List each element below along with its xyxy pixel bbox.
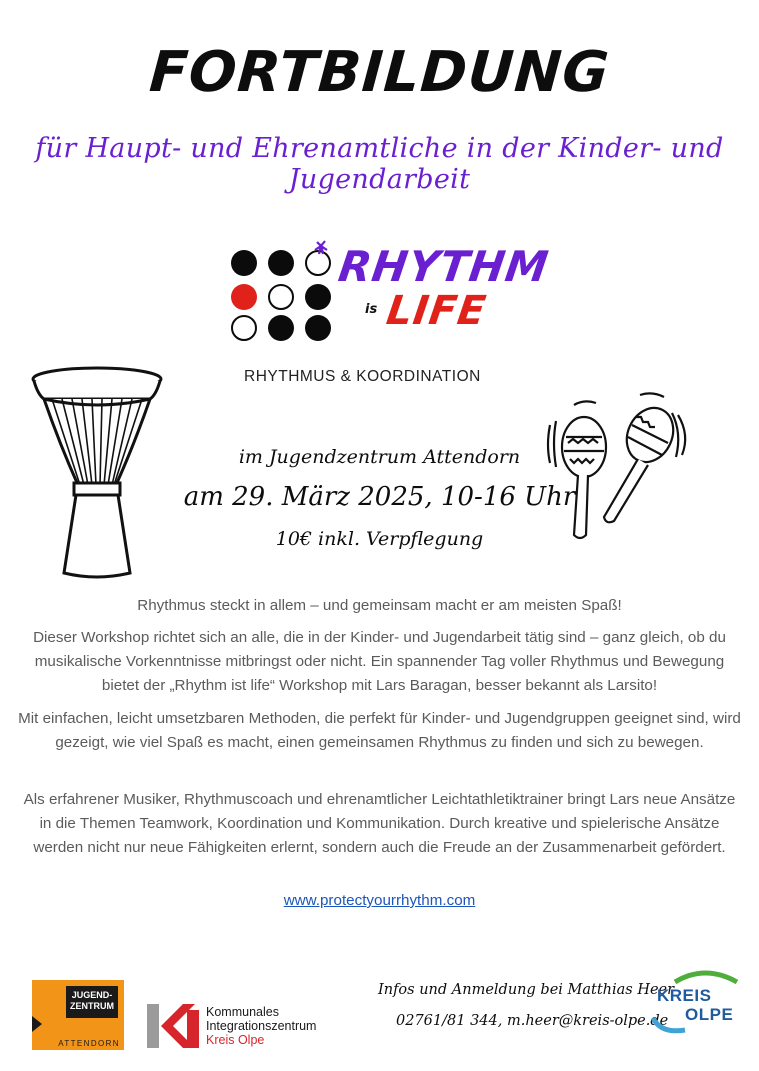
kreis-olpe-logo: [645, 968, 749, 1034]
page-title: FORTBILDUNG: [147, 40, 612, 105]
kreis-olpe-line1: KREIS: [657, 986, 712, 1005]
logo-word-life: LIFE: [383, 288, 490, 334]
jugendzentrum-logo: [32, 980, 124, 1050]
logo-word-rhythm: RHYTHM: [335, 242, 552, 291]
jugendzentrum-label: [66, 986, 118, 1018]
jz-line1: JUGEND-: [71, 990, 113, 1000]
ki-line3: Kreis Olpe: [206, 1033, 265, 1047]
ki-logo-icon: [147, 1004, 199, 1048]
ki-line2: Integrationszentrum: [206, 1019, 317, 1033]
jz-place: ATTENDORN: [58, 1039, 120, 1048]
logo-dot: [268, 315, 294, 341]
ki-text: [206, 1005, 316, 1047]
ki-line1: Kommunales: [206, 1005, 279, 1019]
paragraph-trainer: Als erfahrener Musiker, Rhythmuscoach und ehrenamtlicher Leichtathletiktrainer bringt Lars neue Ansätze in die Themen Teamwork, Koordination und Kommunikation. Durch kreative und spielerische Ansätze werden nicht nur neue Fähigkeiten erlernt, sondern auch die Freude an der Zusammenarbeit gefördert.: [23, 791, 736, 856]
intro-text: Rhythmus steckt in allem – und gemeinsam macht er am meisten Spaß!: [137, 597, 622, 614]
event-date: am 29. März 2025, 10-16 Uhr: [183, 482, 576, 512]
page-subtitle: für Haupt- und Ehrenamtliche in der Kinder- und Jugendarbeit: [35, 133, 724, 195]
logo-dot: [305, 284, 331, 310]
rhythm-is-life-logo: [229, 238, 552, 348]
contact-details: 02761/81 344, m.heer@kreis-olpe.de: [396, 1013, 669, 1029]
logo-word-is: is: [365, 302, 378, 317]
logo-dot: [231, 284, 257, 310]
logo-tagline: RHYTHMUS & KOORDINATION: [244, 368, 481, 385]
logo-dot: [231, 315, 257, 341]
event-price: 10€ inkl. Verpflegung: [275, 528, 484, 550]
contact-info: Infos und Anmeldung bei Matthias Heer: [378, 982, 675, 998]
logo-dot: [268, 250, 294, 276]
paragraph-workshop: Dieser Workshop richtet sich an alle, die in der Kinder- und Jugendarbeit tätig sind – ganz gleich, ob du musikalische Vorkenntnisse mitbringst oder nicht. Ein spannender Tag voller Rhythmus und Bewegung bietet der „Rhythm ist life“ Workshop mit Lars Baragan, besser bekannt als Larsito!: [33, 629, 726, 694]
website-link[interactable]: www.protectyourrhythm.com: [283, 892, 476, 909]
logo-dot: [305, 315, 331, 341]
logo-dot: [268, 284, 294, 310]
logo-splash-icon: [309, 238, 333, 256]
kreis-olpe-line2: OLPE: [685, 1005, 734, 1024]
logo-dot: [231, 250, 257, 276]
event-venue: im Jugendzentrum Attendorn: [238, 446, 521, 468]
paragraph-methods: Mit einfachen, leicht umsetzbaren Methoden, die perfekt für Kinder- und Jugendgruppen geeignet sind, wird gezeigt, wie viel Spaß es macht, einen gemeinsamen Rhythmus zu finden und sich zu bewegen.: [18, 710, 741, 751]
jz-line2: ZENTRUM: [70, 1001, 114, 1011]
play-triangle-icon: [32, 1016, 42, 1032]
